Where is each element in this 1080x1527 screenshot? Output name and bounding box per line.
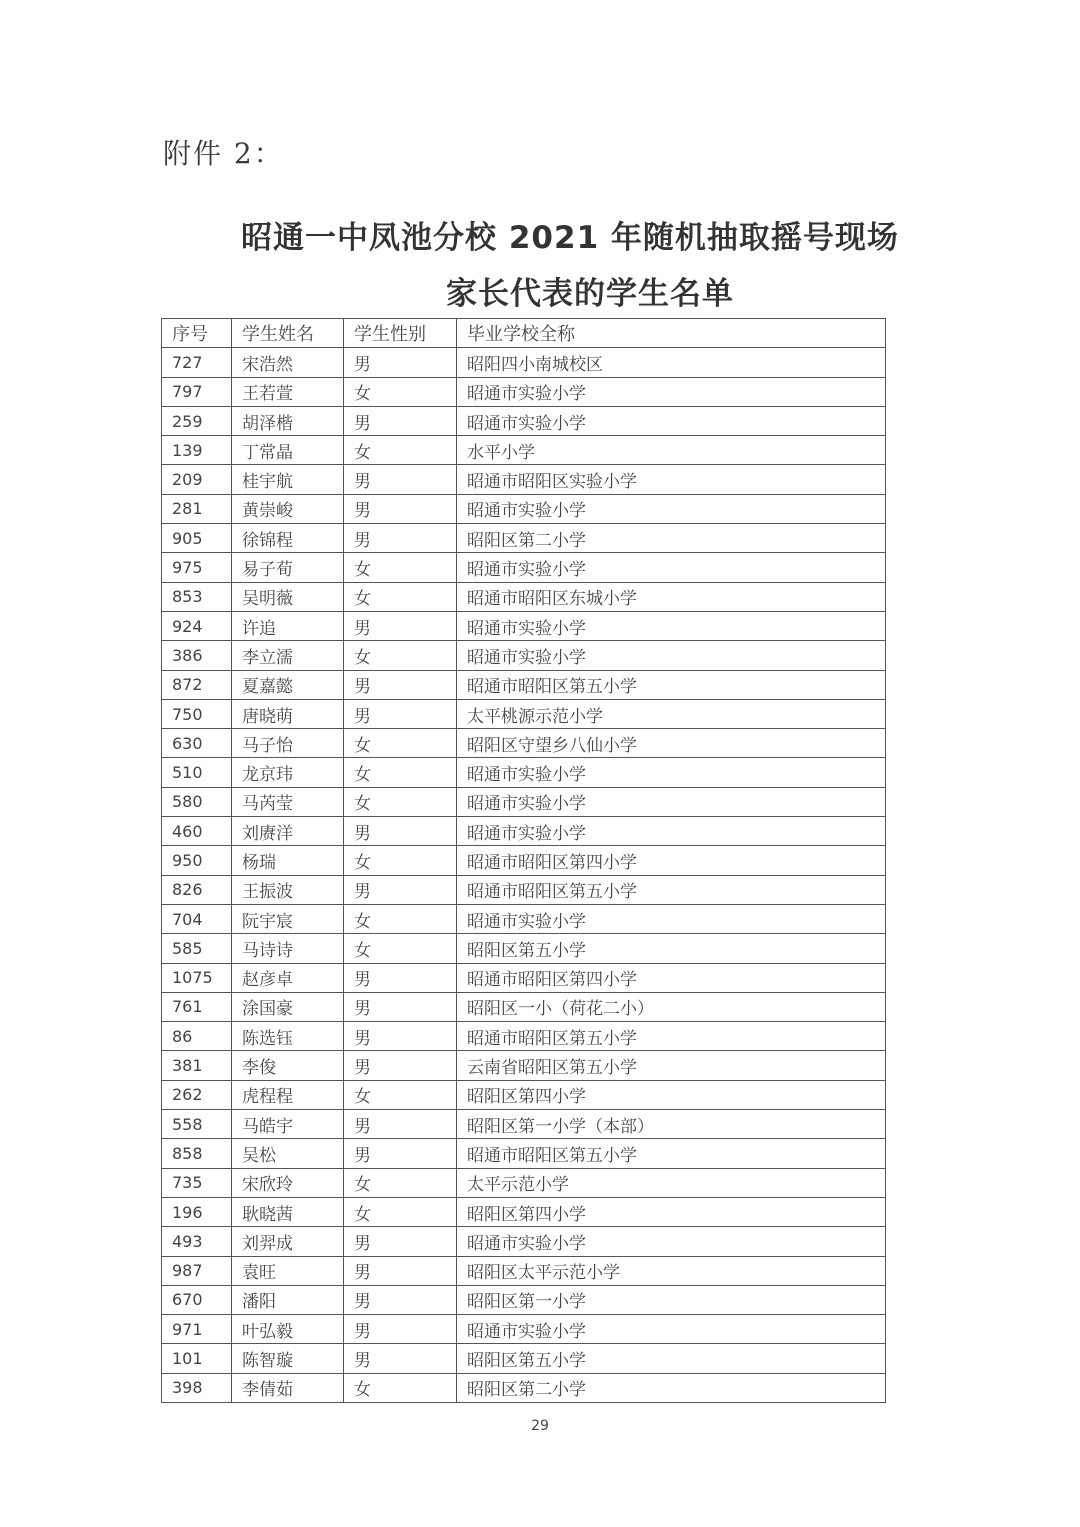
cell-serial: 727 — [162, 348, 232, 377]
cell-serial: 905 — [162, 524, 232, 553]
table-row — [162, 524, 886, 553]
cell-name: 陈选钰 — [232, 1022, 344, 1051]
cell-name: 吴明薇 — [232, 582, 344, 611]
cell-serial: 670 — [162, 1285, 232, 1314]
cell-serial: 86 — [162, 1022, 232, 1051]
cell-name: 黄崇峻 — [232, 494, 344, 523]
cell-serial: 398 — [162, 1373, 232, 1402]
table-row — [162, 846, 886, 875]
cell-name: 阮宇宸 — [232, 904, 344, 933]
cell-serial: 987 — [162, 1256, 232, 1285]
table-row — [162, 699, 886, 728]
header-name: 学生姓名 — [232, 319, 344, 348]
cell-serial: 281 — [162, 494, 232, 523]
table-row — [162, 992, 886, 1021]
cell-gender: 女 — [344, 641, 457, 670]
cell-school: 昭阳区第四小学 — [457, 1080, 886, 1109]
table-header-row — [162, 319, 886, 348]
cell-gender: 女 — [344, 904, 457, 933]
cell-gender: 男 — [344, 992, 457, 1021]
cell-serial: 924 — [162, 611, 232, 640]
cell-serial: 872 — [162, 670, 232, 699]
page-number: 29 — [531, 1418, 549, 1434]
cell-school: 昭阳区第二小学 — [457, 1373, 886, 1402]
cell-name: 赵彦卓 — [232, 963, 344, 992]
cell-school: 昭阳四小南城校区 — [457, 348, 886, 377]
table-row — [162, 1110, 886, 1139]
cell-school: 昭阳区第二小学 — [457, 524, 886, 553]
table-row — [162, 758, 886, 787]
document-title-line2: 家长代表的学生名单 — [446, 276, 734, 312]
cell-gender: 男 — [344, 1051, 457, 1080]
cell-school: 昭通市实验小学 — [457, 787, 886, 816]
cell-serial: 101 — [162, 1344, 232, 1373]
header-gender: 学生性别 — [344, 319, 457, 348]
cell-school: 昭通市实验小学 — [457, 1227, 886, 1256]
cell-name: 马皓宇 — [232, 1110, 344, 1139]
cell-serial: 975 — [162, 553, 232, 582]
cell-name: 刘羿成 — [232, 1227, 344, 1256]
cell-name: 耿晓茜 — [232, 1197, 344, 1226]
cell-serial: 858 — [162, 1139, 232, 1168]
cell-name: 李俊 — [232, 1051, 344, 1080]
table-row — [162, 465, 886, 494]
cell-name: 李倩茹 — [232, 1373, 344, 1402]
cell-name: 杨瑞 — [232, 846, 344, 875]
table-row — [162, 377, 886, 406]
cell-school: 昭通市实验小学 — [457, 611, 886, 640]
cell-serial: 558 — [162, 1110, 232, 1139]
cell-gender: 男 — [344, 1227, 457, 1256]
cell-school: 昭通市实验小学 — [457, 758, 886, 787]
table-row — [162, 1022, 886, 1051]
cell-name: 胡泽楷 — [232, 406, 344, 435]
cell-serial: 735 — [162, 1168, 232, 1197]
cell-serial: 580 — [162, 787, 232, 816]
cell-name: 叶弘毅 — [232, 1315, 344, 1344]
cell-name: 王振波 — [232, 875, 344, 904]
cell-serial: 1075 — [162, 963, 232, 992]
cell-gender: 女 — [344, 553, 457, 582]
cell-school: 太平桃源示范小学 — [457, 699, 886, 728]
cell-serial: 139 — [162, 436, 232, 465]
table-row — [162, 348, 886, 377]
cell-gender: 男 — [344, 348, 457, 377]
cell-gender: 女 — [344, 436, 457, 465]
cell-gender: 女 — [344, 846, 457, 875]
cell-serial: 510 — [162, 758, 232, 787]
cell-gender: 男 — [344, 670, 457, 699]
cell-school: 昭通市昭阳区第五小学 — [457, 875, 886, 904]
table-row — [162, 494, 886, 523]
cell-school: 昭阳区第一小学 — [457, 1285, 886, 1314]
cell-serial: 196 — [162, 1197, 232, 1226]
cell-school: 昭阳区守望乡八仙小学 — [457, 729, 886, 758]
table-row — [162, 1051, 886, 1080]
document-title-line1: 昭通一中凤池分校 2021 年随机抽取摇号现场 — [241, 220, 899, 256]
table-row — [162, 729, 886, 758]
table-row — [162, 553, 886, 582]
cell-serial: 381 — [162, 1051, 232, 1080]
cell-serial: 493 — [162, 1227, 232, 1256]
table-row — [162, 1197, 886, 1226]
table-row — [162, 670, 886, 699]
table-row — [162, 1168, 886, 1197]
cell-school: 昭阳区第五小学 — [457, 1344, 886, 1373]
table-row — [162, 406, 886, 435]
cell-gender: 女 — [344, 1197, 457, 1226]
table-row — [162, 1139, 886, 1168]
table-row — [162, 1315, 886, 1344]
cell-name: 许追 — [232, 611, 344, 640]
cell-gender: 男 — [344, 1110, 457, 1139]
cell-serial: 950 — [162, 846, 232, 875]
cell-name: 易子荀 — [232, 553, 344, 582]
table-row — [162, 611, 886, 640]
cell-school: 昭通市昭阳区第四小学 — [457, 846, 886, 875]
cell-gender: 女 — [344, 758, 457, 787]
cell-serial: 761 — [162, 992, 232, 1021]
cell-name: 龙京玮 — [232, 758, 344, 787]
cell-name: 马芮莹 — [232, 787, 344, 816]
cell-name: 刘赓洋 — [232, 817, 344, 846]
cell-school: 昭通市实验小学 — [457, 904, 886, 933]
cell-school: 昭通市实验小学 — [457, 553, 886, 582]
cell-gender: 男 — [344, 699, 457, 728]
cell-school: 昭通市实验小学 — [457, 641, 886, 670]
cell-gender: 男 — [344, 1344, 457, 1373]
cell-school: 昭阳区第五小学 — [457, 934, 886, 963]
header-serial: 序号 — [162, 319, 232, 348]
cell-school: 昭通市昭阳区第五小学 — [457, 670, 886, 699]
cell-name: 宋浩然 — [232, 348, 344, 377]
cell-gender: 女 — [344, 377, 457, 406]
table-row — [162, 1080, 886, 1109]
table-row — [162, 904, 886, 933]
cell-serial: 826 — [162, 875, 232, 904]
cell-school: 昭通市实验小学 — [457, 406, 886, 435]
cell-name: 陈智璇 — [232, 1344, 344, 1373]
cell-name: 虎程程 — [232, 1080, 344, 1109]
cell-serial: 704 — [162, 904, 232, 933]
cell-name: 涂国豪 — [232, 992, 344, 1021]
cell-name: 丁常晶 — [232, 436, 344, 465]
cell-name: 李立濡 — [232, 641, 344, 670]
cell-gender: 女 — [344, 787, 457, 816]
table-row — [162, 875, 886, 904]
cell-gender: 男 — [344, 817, 457, 846]
cell-name: 徐锦程 — [232, 524, 344, 553]
cell-gender: 女 — [344, 1168, 457, 1197]
cell-gender: 男 — [344, 1022, 457, 1051]
cell-school: 昭阳区太平示范小学 — [457, 1256, 886, 1285]
cell-serial: 750 — [162, 699, 232, 728]
cell-gender: 女 — [344, 934, 457, 963]
cell-school: 昭通市昭阳区实验小学 — [457, 465, 886, 494]
table-row — [162, 817, 886, 846]
cell-serial: 971 — [162, 1315, 232, 1344]
attachment-label: 附件 2： — [163, 137, 284, 170]
cell-serial: 209 — [162, 465, 232, 494]
cell-gender: 男 — [344, 1315, 457, 1344]
cell-school: 昭阳区第四小学 — [457, 1197, 886, 1226]
table-row — [162, 963, 886, 992]
cell-gender: 男 — [344, 1139, 457, 1168]
cell-school: 昭通市实验小学 — [457, 377, 886, 406]
cell-school: 昭通市昭阳区东城小学 — [457, 582, 886, 611]
cell-gender: 男 — [344, 494, 457, 523]
cell-serial: 259 — [162, 406, 232, 435]
cell-gender: 男 — [344, 524, 457, 553]
cell-school: 昭通市昭阳区第五小学 — [457, 1139, 886, 1168]
cell-gender: 男 — [344, 465, 457, 494]
table-row — [162, 1285, 886, 1314]
cell-gender: 男 — [344, 611, 457, 640]
cell-name: 马诗诗 — [232, 934, 344, 963]
cell-name: 唐晓萌 — [232, 699, 344, 728]
header-school: 毕业学校全称 — [457, 319, 886, 348]
table-row — [162, 436, 886, 465]
cell-gender: 男 — [344, 963, 457, 992]
cell-serial: 262 — [162, 1080, 232, 1109]
cell-gender: 女 — [344, 1373, 457, 1402]
table-row — [162, 787, 886, 816]
cell-name: 马子怡 — [232, 729, 344, 758]
cell-gender: 男 — [344, 1285, 457, 1314]
cell-gender: 男 — [344, 406, 457, 435]
cell-serial: 853 — [162, 582, 232, 611]
table-row — [162, 1227, 886, 1256]
cell-school: 昭阳区第一小学（本部） — [457, 1110, 886, 1139]
cell-school: 昭通市昭阳区第四小学 — [457, 963, 886, 992]
cell-school: 水平小学 — [457, 436, 886, 465]
table-row — [162, 582, 886, 611]
cell-name: 王若萱 — [232, 377, 344, 406]
cell-serial: 386 — [162, 641, 232, 670]
cell-name: 潘阳 — [232, 1285, 344, 1314]
cell-name: 夏嘉懿 — [232, 670, 344, 699]
cell-school: 昭通市昭阳区第五小学 — [457, 1022, 886, 1051]
cell-name: 袁旺 — [232, 1256, 344, 1285]
cell-gender: 女 — [344, 582, 457, 611]
table-row — [162, 641, 886, 670]
cell-serial: 585 — [162, 934, 232, 963]
cell-serial: 797 — [162, 377, 232, 406]
cell-gender: 男 — [344, 1256, 457, 1285]
cell-gender: 女 — [344, 729, 457, 758]
table-row — [162, 1256, 886, 1285]
table-row — [162, 1344, 886, 1373]
table-row — [162, 1373, 886, 1402]
cell-school: 太平示范小学 — [457, 1168, 886, 1197]
cell-school: 昭通市实验小学 — [457, 494, 886, 523]
cell-school: 昭阳区一小（荷花二小） — [457, 992, 886, 1021]
cell-serial: 630 — [162, 729, 232, 758]
cell-gender: 女 — [344, 1080, 457, 1109]
cell-name: 桂宇航 — [232, 465, 344, 494]
cell-school: 云南省昭阳区第五小学 — [457, 1051, 886, 1080]
cell-school: 昭通市实验小学 — [457, 1315, 886, 1344]
cell-name: 宋欣玲 — [232, 1168, 344, 1197]
cell-serial: 460 — [162, 817, 232, 846]
cell-name: 吴松 — [232, 1139, 344, 1168]
student-list-table — [161, 318, 886, 1403]
table-row — [162, 934, 886, 963]
cell-gender: 男 — [344, 875, 457, 904]
cell-school: 昭通市实验小学 — [457, 817, 886, 846]
